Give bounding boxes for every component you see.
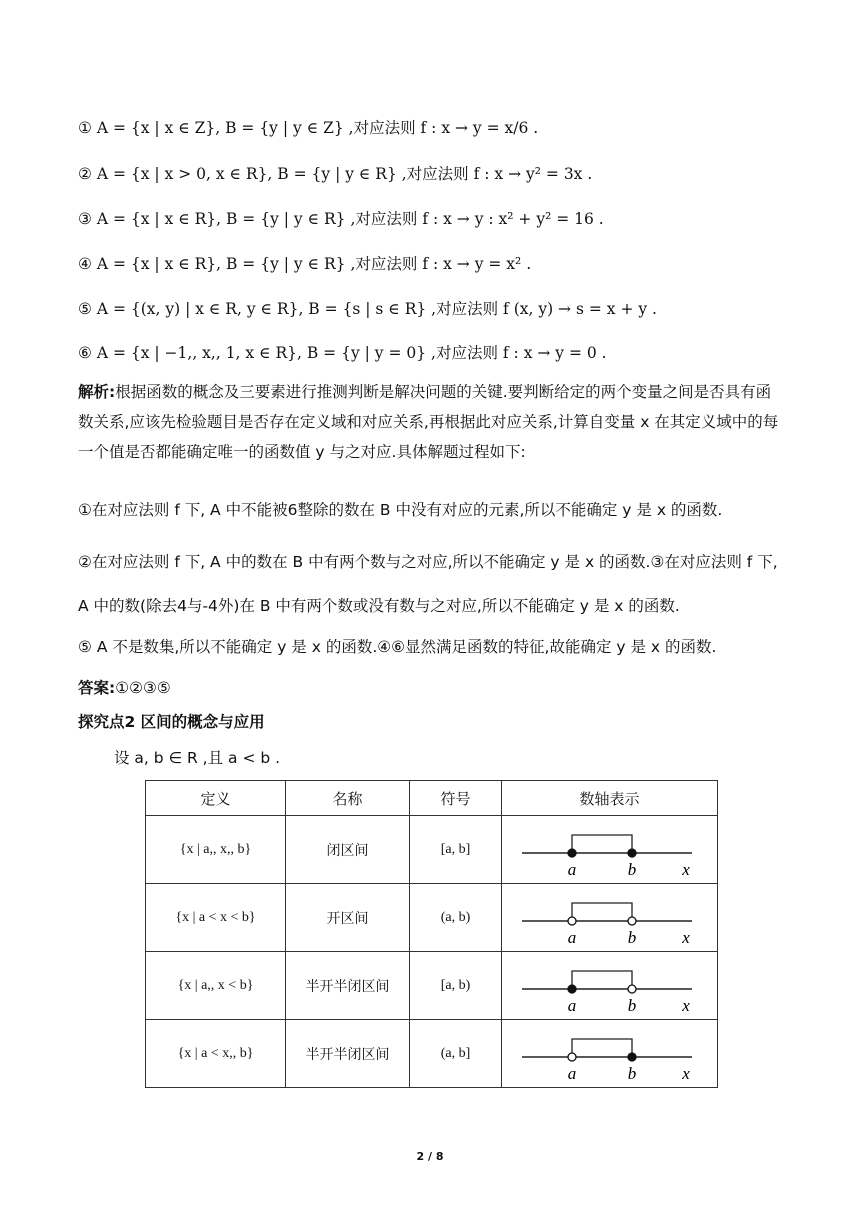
section-title: 探究点2 区间的概念与应用 — [78, 713, 265, 731]
analysis-paragraph — [78, 377, 784, 467]
table-row — [146, 952, 718, 1020]
page-number: 2 / 8 — [416, 1150, 444, 1163]
header-definition: 定义 — [146, 781, 286, 816]
number-line-diagram — [520, 889, 700, 947]
header-name: 名称 — [286, 781, 410, 816]
answer-line — [78, 676, 171, 698]
row-definition: {x | a < x < b} — [146, 884, 286, 952]
label-x: x — [681, 927, 690, 947]
analysis-label: 解析: — [78, 383, 116, 401]
table-header-row — [146, 781, 718, 816]
label-x: x — [681, 995, 690, 1015]
table-row — [146, 1020, 718, 1088]
label-b: b — [627, 1063, 636, 1083]
label-a: a — [567, 927, 576, 947]
label-b: b — [627, 859, 636, 879]
row-name: 开区间 — [286, 884, 410, 952]
row-number-line — [502, 952, 718, 1020]
row-number-line — [502, 1020, 718, 1088]
endpoint-a — [568, 849, 576, 857]
row-definition: {x | a < x,, b} — [146, 1020, 286, 1088]
endpoint-b — [628, 1053, 636, 1061]
detail-3: ⑤ A 不是数集,所以不能确定 y 是 x 的函数.④⑥显然满足函数的特征,故能确定 y 是 x 的函数. — [78, 638, 717, 656]
endpoint-a — [568, 1053, 576, 1061]
table-row — [146, 816, 718, 884]
item-4: ④ A = {x | x ∈ R}, B = {y | y ∈ R} ,对应法则 f : x → y = x² . — [78, 255, 532, 273]
number-line-diagram — [520, 821, 700, 879]
endpoint-a — [568, 985, 576, 993]
header-symbol: 符号 — [410, 781, 502, 816]
item-1: ① A = {x | x ∈ Z}, B = {y | y ∈ Z} ,对应法则 f : x → y = x/6 . — [78, 119, 539, 137]
row-number-line — [502, 884, 718, 952]
item-2: ② A = {x | x > 0, x ∈ R}, B = {y | y ∈ R} ,对应法则 f : x → y² = 3x . — [78, 165, 593, 183]
label-b: b — [627, 927, 636, 947]
label-b: b — [627, 995, 636, 1015]
interval-bracket — [572, 971, 632, 989]
row-definition: {x | a,, x,, b} — [146, 816, 286, 884]
row-symbol: (a, b) — [410, 884, 502, 952]
row-name: 闭区间 — [286, 816, 410, 884]
endpoint-b — [628, 849, 636, 857]
header-number-line: 数轴表示 — [502, 781, 718, 816]
label-a: a — [567, 1063, 576, 1083]
row-symbol: (a, b] — [410, 1020, 502, 1088]
endpoint-a — [568, 917, 576, 925]
premise: 设 a, b ∈ R ,且 a < b . — [114, 749, 281, 767]
interval-bracket — [572, 903, 632, 921]
row-symbol: [a, b] — [410, 816, 502, 884]
label-a: a — [567, 859, 576, 879]
interval-bracket — [572, 1039, 632, 1057]
row-number-line — [502, 816, 718, 884]
answer-value: ①②③⑤ — [115, 679, 171, 697]
item-5: ⑤ A = {(x, y) | x ∈ R, y ∈ R}, B = {s | s ∈ R} ,对应法则 f (x, y) → s = x + y . — [78, 300, 657, 318]
answer-label: 答案: — [78, 679, 116, 697]
detail-1: ①在对应法则 f 下, A 中不能被6整除的数在 B 中没有对应的元素,所以不能确定 y 是 x 的函数. — [78, 501, 723, 519]
row-name: 半开半闭区间 — [286, 952, 410, 1020]
row-name: 半开半闭区间 — [286, 1020, 410, 1088]
endpoint-b — [628, 985, 636, 993]
label-a: a — [567, 995, 576, 1015]
analysis-text: 根据函数的概念及三要素进行推测判断是解决问题的关键.要判断给定的两个变量之间是否具有函数关系,应该先检验题目是否存在定义域和对应关系,再根据此对应关系,计算自变量 x 在其定义域中的每一个值是否都能确定唯一的函数值 y 与之对应.具体解题过程如下: — [78, 383, 779, 461]
endpoint-b — [628, 917, 636, 925]
label-x: x — [681, 1063, 690, 1083]
interval-table — [145, 780, 718, 1088]
row-definition: {x | a,, x < b} — [146, 952, 286, 1020]
item-3: ③ A = {x | x ∈ R}, B = {y | y ∈ R} ,对应法则 f : x → y : x² + y² = 16 . — [78, 210, 604, 228]
item-6: ⑥ A = {x | −1,, x,, 1, x ∈ R}, B = {y | y = 0} ,对应法则 f : x → y = 0 . — [78, 344, 607, 362]
table-row — [146, 884, 718, 952]
number-line-diagram — [520, 1025, 700, 1083]
number-line-diagram — [520, 957, 700, 1015]
row-symbol: [a, b) — [410, 952, 502, 1020]
interval-bracket — [572, 835, 632, 853]
label-x: x — [681, 859, 690, 879]
detail-2: ②在对应法则 f 下, A 中的数在 B 中有两个数与之对应,所以不能确定 y 是 x 的函数.③在对应法则 f 下, A 中的数(除去4与-4外)在 B 中有两个数或没有数与之对应,所以不能确定 y 是 x 的函数. — [78, 553, 778, 615]
